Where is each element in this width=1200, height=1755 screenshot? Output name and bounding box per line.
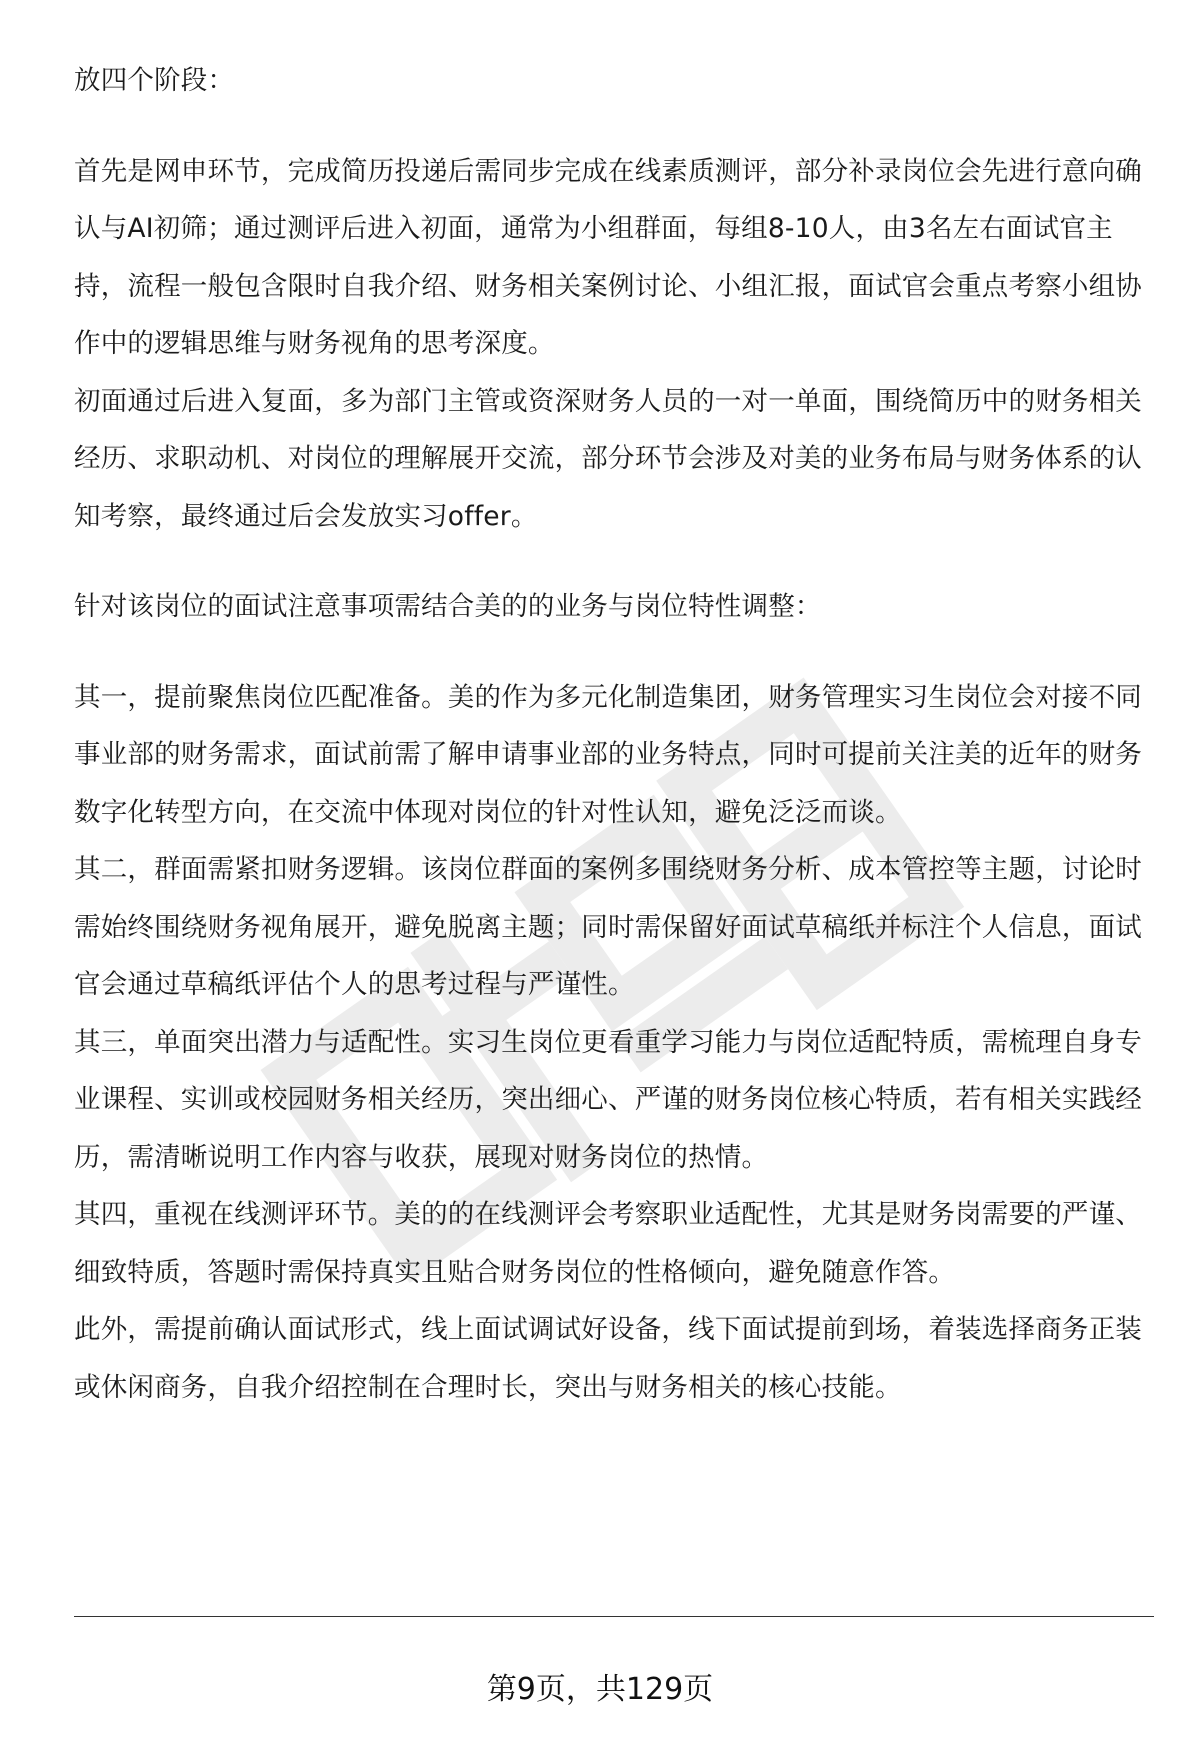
- footer-divider: [74, 1616, 1154, 1617]
- paragraph-gap: [74, 545, 1154, 578]
- paragraph-second-interview: 初面通过后进入复面，多为部门主管或资深财务人员的一对一单面，围绕简历中的财务相关经历、求职动机、对岗位的理解展开交流，部分环节会涉及对美的业务布局与财务体系的认知考察，最终通过后会发放实习offer。: [74, 385, 1142, 532]
- document-body: [74, 52, 1154, 1416]
- paragraph-point-one: 其一，提前聚焦岗位匹配准备。美的作为多元化制造集团，财务管理实习生岗位会对接不同事业部的财务需求，面试前需了解申请事业部的业务特点，同时可提前关注美的近年的财务数字化转型方向，在交流中体现对岗位的针对性认知，避免泛泛而谈。: [74, 681, 1142, 828]
- paragraph-point-two: 其二，群面需紧扣财务逻辑。该岗位群面的案例多围绕财务分析、成本管控等主题，讨论时需始终围绕财务视角展开，避免脱离主题；同时需保留好面试草稿纸并标注个人信息，面试官会通过草稿纸评估个人的思考过程与严谨性。: [74, 854, 1142, 1000]
- page-number: 第9页，共129页: [486, 1672, 714, 1707]
- paragraph-online-application: 首先是网申环节，完成简历投递后需同步完成在线素质测评，部分补录岗位会先进行意向确认与AI初筛；通过测评后进入初面，通常为小组群面，每组8-10人，由3名左右面试官主持，流程一般包含限时自我介绍、财务相关案例讨论、小组汇报，面试官会重点考察小组协作中的逻辑思维与财务视角的思考深度。: [74, 155, 1142, 359]
- paragraph-gap: [74, 110, 1154, 143]
- paragraph-additional-notes: 此外，需提前确认面试形式，线上面试调试好设备，线下面试提前到场，着装选择商务正装或休闲商务，自我介绍控制在合理时长，突出与财务相关的核心技能。: [74, 1314, 1142, 1403]
- paragraph-notes-intro: 针对该岗位的面试注意事项需结合美的的业务与岗位特性调整：: [74, 591, 822, 622]
- paragraph-point-four: 其四，重视在线测评环节。美的的在线测评会考察职业适配性，尤其是财务岗需要的严谨、细致特质，答题时需保持真实且贴合财务岗位的性格倾向，避免随意作答。: [74, 1199, 1142, 1288]
- paragraph-gap: [74, 636, 1154, 669]
- paragraph-point-three: 其三，单面突出潜力与适配性。实习生岗位更看重学习能力与岗位适配特质，需梳理自身专业课程、实训或校园财务相关经历，突出细心、严谨的财务岗位核心特质，若有相关实践经历，需清晰说明工作内容与收获，展现对财务岗位的热情。: [74, 1026, 1142, 1173]
- paragraph-stages-intro: 放四个阶段：: [74, 65, 235, 96]
